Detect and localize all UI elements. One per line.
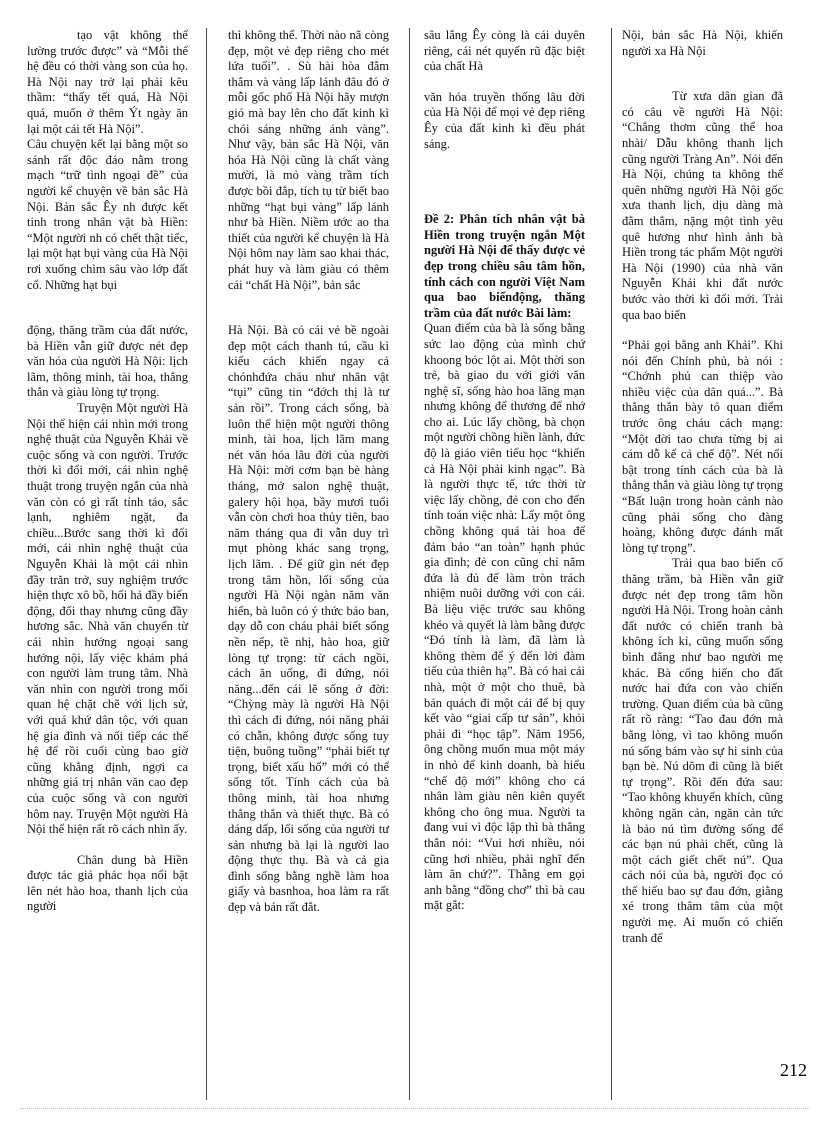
page-number: 212 bbox=[780, 1060, 807, 1080]
column-divider bbox=[409, 28, 410, 1100]
paragraph: Câu chuyện kết lại bằng một so sánh rất độc đáo nằm trong mạch “trữ tình ngoại đề” của người kể chuyện về bản sắc Hà Nội. Bản sắc Êy nh được kết tinh trong nhân vật bà Hiền: “Một người nh có chết thật tiếc, lại một hạt bụi vàng của Hà Nội rơi xuống chìm sâu vào lớp đất cổ. Những hạt bụi bbox=[27, 137, 188, 292]
paragraph: văn hóa truyền thống lâu đời của Hà Nội để mọi vẻ đẹp riêng Êy của đất kinh kì đều phát sáng. bbox=[424, 89, 585, 151]
essay-heading: Đề 2: Phân tích nhân vật bà Hiền trong truyện ngắn Một người Hà Nội để thấy được vẻ đẹp trong chiều sâu tâm hồn, tính cách con người Việt Nam qua bao biếnđộng, thăng trầm của đất nước Bài làm: bbox=[424, 212, 585, 320]
paragraph: Hà Nội. Bà có cái vẻ bề ngoài đẹp một cách thanh tú, cầu kì kiểu cách khiến ngay cả chónhđứa cháu như nhân vật “tụi” cũng tin “đớch thị là tư sản rồi”. Trong cách sống, bà luôn thể hiện một người thông minh, tài hoa, lịch lãm mang nét văn hóa lâu đời của người Hà Nội: mời cơm bạn bè hàng tháng, mở salon nghệ thuật, galery hội họa, bầy mươi tuổi vẫn còn chơi hoa thủy tiên, bao năm tháng qua đi vẫn duy trì mụt phòng khác sang trọng, lịch lãm. . Để giữ gìn nét đẹp trong tâm hồn, lối sống của người Hà Nội ngàn năm văn hiến, bà luôn có ý thức bảo ban, dạy dỗ con cháu phải biết sống nền nếp, tề nhị, hào hoa, giữ lòng tự trọng: từ cách ngồi, cách ăn uống, đi đứng, nói năng...đến cái lẽ sống ở đời: “Chỳng mày là người Hà Nội thì cách đi đứng, nói năng phải có chẵn, không được sống tuy tiện, buông tuồng” “phải biết tự trọng, biết xấu hổ” mới có thể sống tốt. Tính cách của bà thông minh, tài hoa nhưng thẳng thắn và thiết thực. Bà có dáng dấp, lối sống của người tư sản nhưng bà lại là người lao động thực thụ. Bà và cả gia đình sống bằng nghề làm hoa giấy và basnhoa, hoa làm ra rất đẹp và bán rất đắt. bbox=[228, 323, 389, 915]
column-divider bbox=[611, 28, 612, 1100]
paragraph: Nội, bản sắc Hà Nội, khiến người xa Hà Nội bbox=[622, 28, 783, 58]
paragraph: Từ xưa dân gian đã có câu về người Hà Nội: “Chẳng thơm cũng thể hoa nhài/ Dẫu không thanh lịch cũng người Tràng An”. Nói đến Hà Nội, chúng ta không thể quên những người Hà Nội gốc xưa thanh lịch, dịu dàng mà đằm thắm, nặng một tình yêu quê hương như hình ảnh bà Hiền trong tác phẩm Một người Hà Nội (1990) của nhà văn Nguyễn Khải khi đất nước bước vào thời kì đổi mới. Trải qua bao biến bbox=[622, 89, 783, 322]
text-column-4 bbox=[622, 28, 783, 946]
paragraph: sâu lắng Êy còng là cái duyên riêng, cái nét quyến rũ đặc biệt của chất Hà bbox=[424, 28, 585, 74]
text-column-2 bbox=[228, 28, 389, 916]
text-column-1 bbox=[27, 28, 188, 915]
paragraph: động, thăng trầm của đất nước, bà Hiền vẫn giữ được nét đẹp văn hóa của người Hà Nội: lịch lãm, thông minh, tài hoa, thẳng thắn và giàu lòng tự trọng. bbox=[27, 323, 188, 400]
column-divider bbox=[206, 28, 207, 1100]
paragraph: Trải qua bao biến cố thăng trầm, bà Hiền vẫn giữ được nét đẹp trong tâm hồn người Hà Nội. Trong hoàn cảnh đất nước có chiến tranh bà không ích kỉ, cũng muốn sống bình đẳng như bao người mẹ khác. Bà cống hiến cho đất nước hai đứa con vào chiến trường. Quan điểm của bà cũng rất rõ ràng: “Tao đau đớn mà bằng lòng, vì tao không muốn nú sống bám vào sự hi sinh của bạn bè. Nú dõm đi cũng là biết tự trọng”. Rồi đến đứa sau: “Tao không khuyến khích, cũng không ngăn cản, ngăn cản tức là bảo nú tìm đường sống để các bạn nú phải chết, cũng là một cách giết chết nú”. Qua cách nói của bà, người đọc có thể hiểu bao sự đau đớn, giằng xé trong thâm tâm của một người mẹ. Ai muốn có chiến tranh để bbox=[622, 556, 783, 945]
paragraph: thì không thể. Thời nào nã còng đẹp, một vẻ đẹp riêng cho mét lứa tuổi”. . Sù hài hòa đằm thắm và vàng lấp lánh đâu đó ở mỗi gốc phố Hà Nội hãy mượn gió mà bay lên cho đất kinh kì chói sáng những ánh vàng”. Như vậy, bản sắc Hà Nội, văn hóa Hà Nội cũng là chất vàng mười, là mỏ vàng trầm tích được bồi đắp, tích tụ từ biết bao những “hạt bụi vàng” lấp lánh như bà Hiền. Niềm ước ao tha thiết của người kể chuyện là Hà Nội hôm nay làm sao khai thác, phát huy và làm giàu có thêm cái “chất Hà Nội”, bản sắc bbox=[228, 28, 389, 292]
paragraph: Chân dung bà Hiền được tác giả phác họa nổi bật lên nét hào hoa, thanh lịch của người bbox=[27, 852, 188, 914]
text-column-3 bbox=[424, 28, 585, 914]
footer-divider bbox=[20, 1108, 810, 1109]
paragraph: “Phải gọi bằng anh Khải”. Khi nói đến Chính phủ, bà nói : “Chớnh phủ can thiệp vào nhiều việc của dân quá...”. Bà thẳng thắn bày tỏ quan điểm trước ông cháu cách mạng: “Một đời tao chưa từng bị ai cám dỗ kể cả chế độ”. Nét nổi bật trong tính cách của bà là thẳng thắn và giàu lòng tự trọng “Bất luận trong hoàn cảnh nào cũng phải sống cho đàng hoàng, không được đánh mất lòng tự trọng”. bbox=[622, 338, 783, 555]
paragraph: Truyện Một người Hà Nội thể hiện cái nhìn mới trong nghệ thuật của Nguyễn Khải về cuộc sống và con người. Trước thời kì đổi mới, cái nhìn nghệ thuật trong truyện ngắn của nhà văn còn có gì rất tỉnh táo, sắc lạnh, nghiêm ngặt, đa chiều...Bước sang thời kì đổi mới, cái nhìn nghệ thuật của Nguyễn Khải là một cái nhìn đầy trăn trở, suy nghiệm trước hiện thực xô bồ, hối hả đầy biến động, đổi thay nhưng cũng đầy hương sắc. Nhà văn chuyển từ cái nhìn hướng ngoại sang hướng nội, lấy việc khám phá con người làm trung tâm. Nhà văn nhìn con người trong mối quan hệ chặt chẽ với lịch sử, với quá khứ dân tộc, với quan hệ gia đình và nối tiếp các thế hệ để rồi cuối cùng bao giờ cũng khẳng định, ngợi ca những giá trị nhân văn cao đẹp của cuộc sống và con người hôm nay. Truyện Một người Hà Nội thể hiện rất rõ cách nhìn ấy. bbox=[27, 401, 188, 837]
paragraph: Quan điểm của bà là sống bằng sức lao động của mình chứ khoong bóc lột ai. Một thời son trẻ, bà giao du với giới văn nghệ sĩ, sống hào hoa lãng mạn nhưng không để thương để nhớ cho ai. Lúc lấy chồng, bà chọn một người chồng hiền lành, đức độ là giáo viên tiểu học “khiến cả Hà Nội phải kinh ngạc”. Bà là người thực tế, tức thời từ việc lấy chồng, đẻ con cho đến tính toán việc nhà: Lấy một ông chồng không quá tài hoa để đảm bảo “an toàn” hạnh phúc gia đình; đẻ con cũng chỉ năm đứa là đủ để làm tròn trách nhiệm nuôi dưỡng với con cái. Bà liệu việc trước sau không khéo và quyết là làm bằng được “Đó tính là làm, đã làm là không thèm để ý đến lời đàm tiếu của thiên hạ”. Bà có hai cái nhà, một ở một cho thuê, bà bán quách đi một cái để bị quy kết vào “giai cấp tư sản”, khỏi phải đi “học tập”. Năm 1956, ông chồng muốn mua một máy in nhỏ để kinh doanh, bà hiểu “chế độ mới” không cho cá nhân làm giàu nên kiên quyết không cho ông mua. Người ta đang vui vì độc lập thì bà thẳng thắn nói: “Vui hơi nhiều, nói cũng hơi nhiều, phải nghĩ đến làm ăn chứ?”. Thằng em gọi anh bằng “đồng chơ” thì bà cau mặt gắt: bbox=[424, 321, 585, 913]
paragraph: tạo vật không thể lường trước được” và “Mỗi thế hệ đều có thời vàng son của họ. Hà Nội nay trở lại phải kêu thầm: “thấy tết quá, Hà Nội quá, muốn ở thêm Ýt ngày ăn lại một cái tết Hà Nội”. bbox=[27, 28, 188, 136]
